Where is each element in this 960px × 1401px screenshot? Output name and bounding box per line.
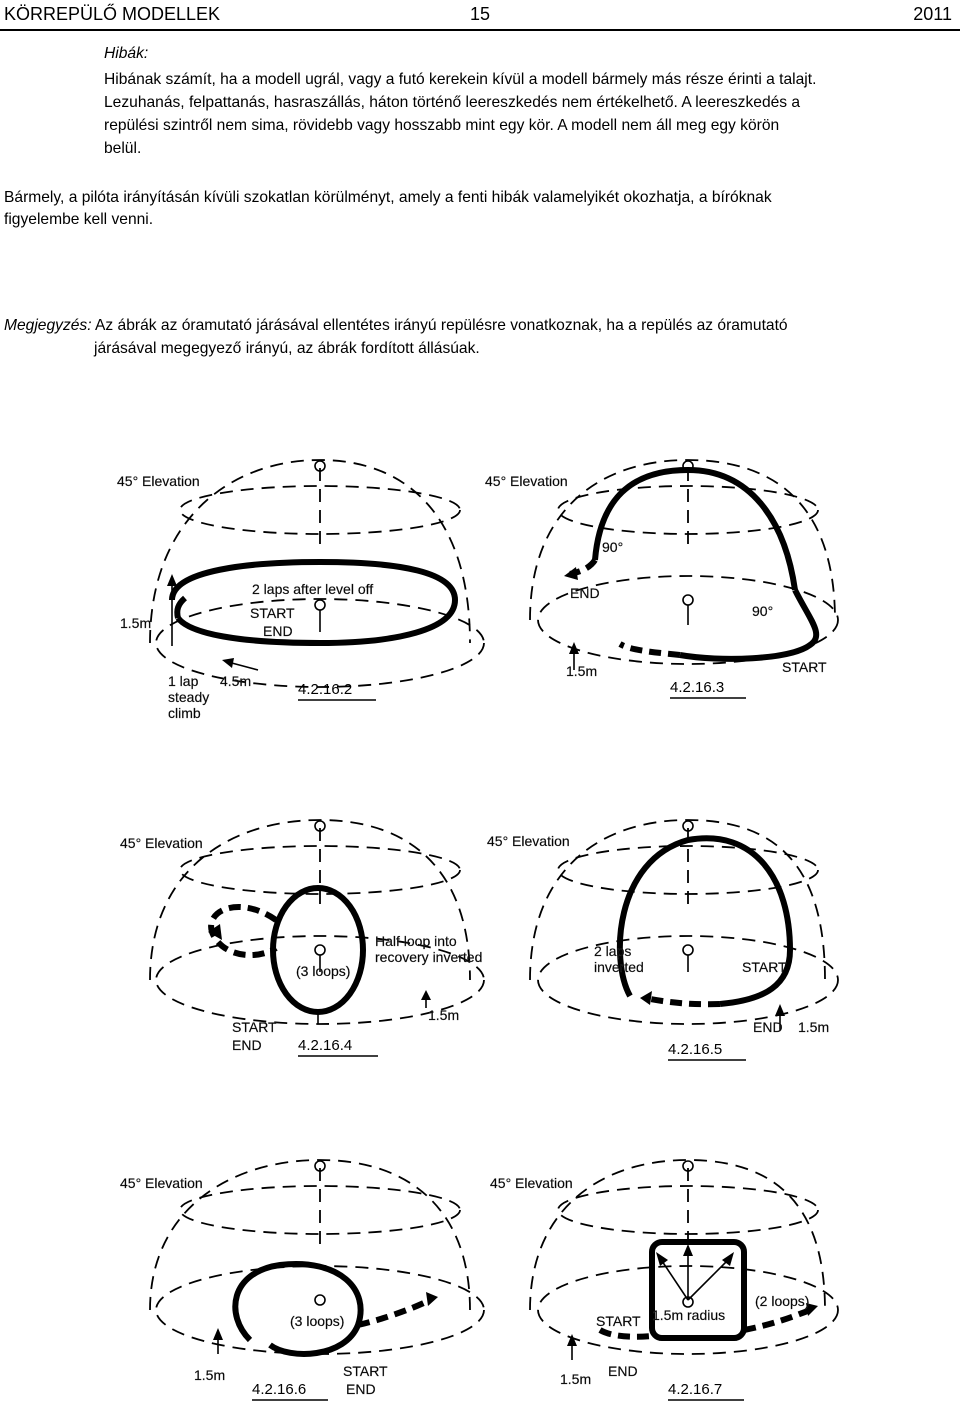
start-label: START — [596, 1313, 641, 1329]
laps-label: 2 laps after level off — [252, 581, 374, 597]
elevation-label: 45° Elevation — [490, 1175, 573, 1191]
steady-label: steady — [168, 689, 210, 705]
height-label: 1.5m — [560, 1371, 592, 1387]
radius-label: 1.5m radius — [652, 1307, 726, 1323]
elevation-label: 45° Elevation — [117, 473, 200, 489]
note-line1: Az ábrák az óramutató járásával ellentétes irányú repülésre vonatkoznak, ha a repülés az óramutató — [95, 317, 788, 334]
figure-code: 4.2.16.2 — [298, 681, 353, 698]
para1-line2: Lezuhanás, felpattanás, hasraszállás, háton történő leereszkedés nem értékelhető. A leereszkedés a — [104, 94, 801, 111]
header-year: 2011 — [913, 4, 952, 24]
figure-code: 4.2.16.4 — [298, 1037, 353, 1054]
half-loop-line1: Half loop into — [375, 933, 457, 949]
laps-line1: 2 laps — [594, 943, 632, 959]
height-label: 1.5m — [194, 1367, 226, 1383]
start-label: START — [742, 959, 787, 975]
start-label: START — [232, 1019, 277, 1035]
figure-code: 4.2.16.7 — [668, 1381, 723, 1398]
elevation-label: 45° Elevation — [120, 1175, 203, 1191]
section-title: Hibák: — [104, 45, 149, 62]
figure-code: 4.2.16.5 — [668, 1041, 723, 1058]
para1-line3: repülési szintről nem sima, rövidebb vagy hosszabb mint egy kör. A modell nem áll meg egy körön — [104, 117, 780, 134]
end-label: END — [263, 623, 293, 639]
diagram-4-2-16-7 — [480, 1140, 960, 1401]
start-label: START — [782, 659, 827, 675]
height-label: 1.5m — [566, 663, 598, 679]
climb-label: climb — [168, 705, 201, 721]
note-line2: járásával megegyező irányú, az ábrák fordított állásúak. — [94, 340, 480, 357]
angle-right-label: 90° — [752, 603, 774, 619]
end-label: END — [753, 1019, 783, 1035]
para1-line1: Hibának számít, ha a modell ugrál, vagy a futó kerekein kívül a modell bármely más része érinti a talajt. — [104, 71, 817, 88]
para1-line4: belül. — [104, 140, 142, 157]
loops-label: (2 loops) — [755, 1293, 810, 1309]
diagram-4-2-16-5 — [375, 800, 960, 1080]
figure-code: 4.2.16.6 — [252, 1381, 307, 1398]
lap-label: 1 lap — [168, 673, 199, 689]
height-label: 1.5m — [120, 615, 152, 631]
para2-line1: Bármely, a pilóta irányításán kívüli szokatlan körülményt, amely a fenti hibák valamelyikét okozhatja, a bíróknak — [4, 189, 772, 206]
end-label: END — [570, 585, 600, 601]
half-loop-line2: recovery inverted — [375, 949, 483, 965]
elevation-label: 45° Elevation — [485, 473, 568, 489]
diagram-4-2-16-2 — [0, 440, 480, 740]
start-label: START — [343, 1363, 388, 1379]
elevation-label: 45° Elevation — [120, 835, 203, 851]
end-label: END — [232, 1037, 262, 1053]
loops-label: (3 loops) — [290, 1313, 345, 1329]
laps-line2: inverted — [594, 959, 644, 975]
end-label: END — [346, 1381, 376, 1397]
diagram-4-2-16-3 — [480, 440, 960, 740]
loops-label: (3 loops) — [296, 963, 351, 979]
height-top-label: 1.5m — [428, 1007, 460, 1023]
start-label: START — [250, 605, 295, 621]
end-label: END — [608, 1363, 638, 1379]
header-rule — [0, 29, 960, 31]
height-label: 1.5m — [798, 1019, 830, 1035]
figure-code: 4.2.16.3 — [670, 679, 725, 696]
note-label: Megjegyzés: — [4, 317, 92, 334]
angle-top-label: 90° — [602, 539, 624, 555]
elevation-label: 45° Elevation — [487, 833, 570, 849]
radius-label: 4.5m — [220, 673, 252, 689]
header-page-number: 15 — [470, 4, 491, 24]
diagram-4-2-16-6 — [0, 1140, 480, 1401]
para2-line2: figyelembe kell venni. — [4, 211, 154, 228]
header-doc-title: KÖRREPÜLŐ MODELLEK — [4, 4, 221, 24]
